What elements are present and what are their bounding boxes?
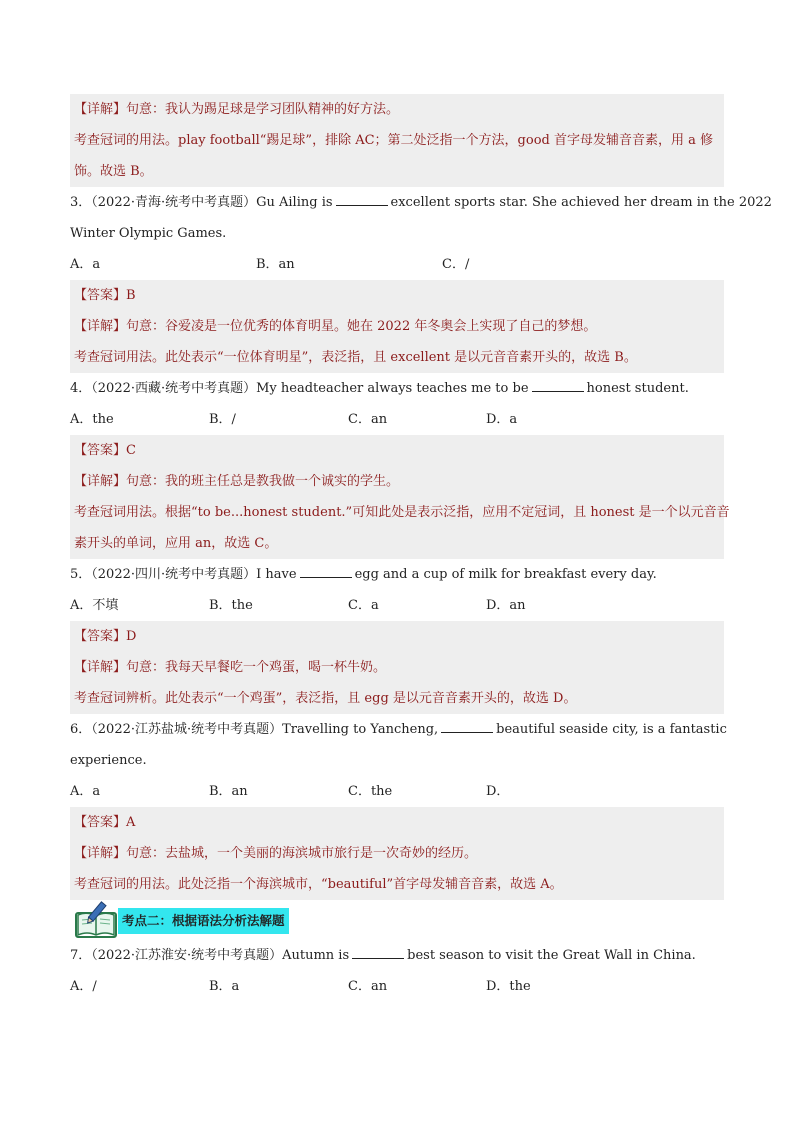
detail-line: 考查冠词辨析。此处表示“一个鸡蛋”，表泛指，且 egg 是以元音音素开头的，故选 D。 [74,691,577,706]
option-d: D．a [486,412,518,427]
options-row [70,404,724,435]
detail-line: 考查冠词用法。根据“to be...honest student.”可知此处是表示泛指，应用不定冠词，且 honest 是一个以元音音 [74,505,730,520]
options-row [70,590,724,621]
detail-line: 饰。故选 B。 [74,164,153,179]
option-d: D．the [486,979,531,994]
detail-line: 【详解】句意：我的班主任总是教我做一个诚实的学生。 [74,474,400,489]
detail-line: 【详解】句意：我认为踢足球是学习团队精神的好方法。 [74,102,400,117]
detail-line: 考查冠词的用法。play football“踢足球”，排除 AC；第二处泛指一个方法，good 首字母发辅音音素，用 a 修 [74,133,713,148]
section-title: 考点二：根据语法分析法解题 [118,908,289,934]
question-stem: 5．（2022·四川·统考中考真题）I have egg and a cup of milk for breakfast every day. [70,567,657,582]
option-c: C．the [348,784,393,799]
option-c: C．a [348,598,379,613]
detail-line: 考查冠词的用法。此处泛指一个海滨城市，“beautiful”首字母发辅音音素，故选 A。 [74,877,563,892]
document-page [70,94,772,1002]
detail-line: 考查冠词用法。此处表示“一位体育明星”，表泛指，且 excellent 是以元音音素开头的，故选 B。 [74,350,637,365]
answer-line: 【答案】B [74,288,136,303]
option-a: A．a [70,257,101,272]
explanation-block-2 [70,94,724,187]
answer-line: 【答案】A [74,815,136,830]
answer-blank [532,379,584,392]
answer-line: 【答案】D [74,629,137,644]
options-row [70,776,724,807]
option-a: A．a [70,784,101,799]
answer-block-6 [70,807,724,900]
answer-blank [352,946,404,959]
option-b: B．a [209,979,240,994]
option-a: A．不填 [70,598,119,613]
detail-line: 素开头的单词，应用 an，故选 C。 [74,536,278,551]
detail-line: 【详解】句意：我每天早餐吃一个鸡蛋，喝一杯牛奶。 [74,660,387,675]
question-stem-cont: Winter Olympic Games. [70,226,227,241]
option-b: B．an [256,257,295,272]
answer-block-4 [70,435,730,559]
section-heading [70,902,724,940]
answer-line: 【答案】C [74,443,136,458]
option-a: A．/ [70,979,97,994]
question-stem: 4．（2022·西藏·统考中考真题）My headteacher always teaches me to be honest student. [70,381,689,396]
answer-blank [336,193,388,206]
detail-line: 【详解】句意：谷爱凌是一位优秀的体育明星。她在 2022 年冬奥会上实现了自己的梦想。 [74,319,597,334]
question-6 [70,714,727,807]
question-stem-cont: experience. [70,753,147,768]
option-d: D． [486,784,510,799]
option-b: B．the [209,598,253,613]
question-7 [70,940,724,1002]
options-row [70,971,724,1002]
question-stem: 3．（2022·青海·统考中考真题）Gu Ailing is excellent sports star. She achieved her dream in the 2022 [70,195,772,210]
question-4 [70,373,724,435]
option-c: C．an [348,979,388,994]
option-d: D．an [486,598,526,613]
answer-blank [300,565,352,578]
question-stem: 7．（2022·江苏淮安·统考中考真题）Autumn is best season to visit the Great Wall in China. [70,948,696,963]
answer-blank [441,720,493,733]
answer-block-3 [70,280,724,373]
option-c: C．an [348,412,388,427]
option-a: A．the [70,412,114,427]
options-row [70,249,724,280]
option-c: C．/ [442,257,470,272]
question-stem: 6．（2022·江苏盐城·统考中考真题）Travelling to Yancheng, beautiful seaside city, is a fantastic [70,722,727,737]
answer-block-5 [70,621,724,714]
book-pencil-icon [74,903,118,939]
question-3 [70,187,772,280]
option-b: B．an [209,784,248,799]
option-b: B．/ [209,412,236,427]
detail-line: 【详解】句意：去盐城，一个美丽的海滨城市旅行是一次奇妙的经历。 [74,846,478,861]
question-5 [70,559,724,621]
